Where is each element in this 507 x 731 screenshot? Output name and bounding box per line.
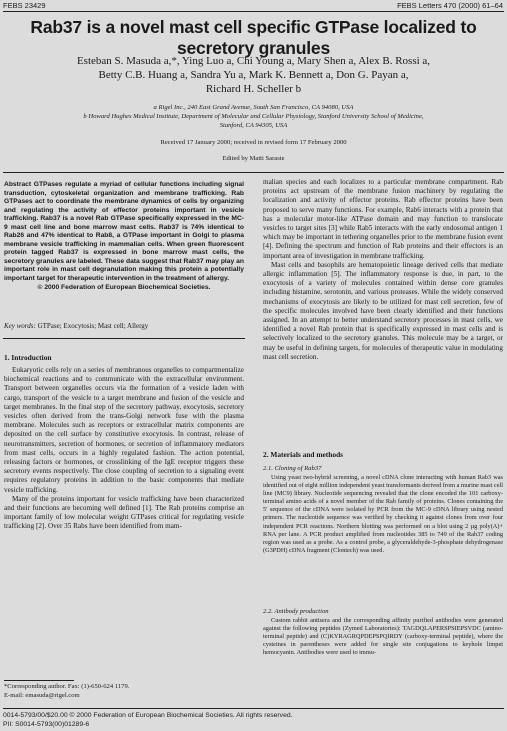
footnote-rule	[4, 680, 74, 681]
received-dates: Received 17 January 2000; received in revised form 17 February 2000	[160, 139, 347, 146]
section-introduction: 1. Introduction	[4, 353, 52, 362]
cloning-column	[263, 474, 503, 602]
copyright-issn: 0014-5793/00/$20.00 © 2000 Federation of European Biochemical Societies. All rights reserved.	[3, 712, 293, 719]
author-list	[30, 54, 477, 96]
right-paragraph-1: malian species and each localizes to a particular membrane compartment. Rab proteins act upstream of the membrane fusion machinery by regulating the localization and activity of effector proteins. Rab effector proteins have been proposed to serve many functions. For example, Rab6 interacts with a protein that has a molecular motor-like ATPase domain and may function to translocate vesicles to target sites [3] while Rab5 interacts with the early endosomal antigen 1 which may be important in tethering organelles prior to the membrane fusion event [4]. Defining the spectrum and function of Rab proteins and their effectors is an important area of investigation in membrane trafficking.	[263, 178, 503, 260]
journal-citation: FEBS Letters 470 (2000) 61–64	[397, 1, 503, 10]
right-paragraph-2: Mast cells and basophils are hematopoietic lineage derived cells that mediate allergic inflammation [5]. The inflammatory response is due, in part, to the exocytosis of a variety of molecules contained within dense core granules including histamine, serotonin, and various proteases. While the widely conserved mechanisms of exocytosis are likely to be utilized for mast cell secretion, few of the specific molecules involved have been clearly identified and their functions assigned. In an attempt to better understand secretory processes in mast cells, we identified a novel Rab protein that is specifically expressed in mast cells and is selectively localized to the secretory granules. This molecule may be a target, or may be useful in defining targets, for molecules of therapeutic value in modulating mast cell secretion.	[263, 260, 503, 361]
affiliation-b-2: Stanford, CA 94305, USA	[219, 122, 288, 129]
keywords-label: Key words:	[4, 322, 36, 330]
intro-paragraph-2: Many of the proteins important for vesicle trafficking have been characterized and their functions are becoming well defined [1]. The Rab proteins comprise an important family of low molecular weight GTPases critical for regulating vesicle trafficking [2]. Over 35 Rabs have been identified from mam-	[4, 494, 244, 531]
pii-code: PII: S0014-5793(00)01289-6	[3, 721, 90, 728]
publication-info	[3, 711, 293, 729]
bottom-rule	[3, 708, 504, 709]
article-title: Rab37 is a novel mast cell specific GTPase localized to secretory granules	[30, 17, 477, 58]
author-line-2: Betty C.B. Huang a, Sandra Yu a, Mark K. Bennett a, Don G. Payan a,	[98, 69, 409, 81]
abstract-text: Abstract GTPases regulate a myriad of cellular functions including signal transduction, cytoskeletal organization and membrane trafficking. Rab GTPases act to coordinate the membrane dynamics of cells by organizing and regulating the activity of effector proteins important in vesicle trafficking. Rab37 is a novel Rab GTPase specifically expressed in the MC-9 mast cell line and bone marrow mast cells. Rab37 is 74% identical to Rab26 and 47% identical to Rab8, a GTPase important in Golgi to plasma membrane vesicle trafficking in mammalian cells. When green fluorescent protein tagged Rab37 is expressed in bone marrow mast cells, the secretory granules are labeled. These data suggest that Rab37 may play an important role in mast cell degranulation making this protein a potentially important target for therapeutic intervention in the treatment of allergy.	[4, 181, 244, 282]
copyright-line: © 2000 Federation of European Biochemical Societies.	[37, 284, 211, 291]
affiliations	[30, 103, 477, 130]
header-rule	[3, 11, 504, 12]
edited-by: Edited by Matti Saraste	[222, 155, 285, 162]
abstract-top-rule	[3, 172, 504, 173]
affiliation-a: a Rigel Inc., 240 East Grand Avenue, South San Francisco, CA 94080, USA	[153, 104, 354, 111]
cloning-paragraph: Using yeast two-hybrid screening, a novel cDNA clone interacting with human Rab3 was identified out of eight million independent yeast transformants derived from a murine mast cell line (MC9) library. Nucleotide sequencing revealed that the clone encoded the 101 carboxy-terminal amino acids of a novel member of the Rab family of proteins. Clones containing the 5′ sequence of the cDNA were isolated by PCR from the MC-9 cDNA library using nested primers. The nucleotide sequence was verified by checking it against clones from over four independent PCR reactions. Northern blotting was performed on a blot using 2 µg poly(A)+ RNA per lane. A PCR product amplified from nucleotides 385 to 749 of the Rab37 coding region was used as a probe. As a control probe, a glyceraldehyde-3-phosphate dehydrogenase (G3PDH) cDNA fragment (Clontech) was used.	[263, 474, 503, 554]
keywords-rule	[3, 338, 245, 339]
keywords-text: GTPase; Exocytosis; Mast cell; Allergy	[37, 322, 149, 330]
footnote-email: E-mail: emasuda@rigel.com	[4, 691, 80, 699]
subsection-cloning: 2.1. Cloning of Rab37	[263, 465, 322, 472]
antibody-paragraph: Custom rabbit antisera and the corresponding affinity purified antibodies were generated against the following peptides (Zymed Laboratories): TAGDQLAPERSPSIEPSVDC (amino-terminal peptide) and (C)KYRAGRQPDEPSPQIRDY (carboxy-terminal peptide), where the cysteines in parentheses were added for single site conjugations to keyhole limpet hemocyanin. Antibodies were used to immu-	[263, 617, 503, 657]
antibody-column	[263, 617, 503, 707]
intro-column	[4, 366, 244, 676]
author-line-1: Esteban S. Masuda a,*, Ying Luo a, Chi Young a, Mary Shen a, Alex B. Rossi a,	[76, 55, 431, 67]
author-line-3: Richard H. Scheller b	[205, 83, 302, 95]
intro-paragraph-1: Eukaryotic cells rely on a series of membranous organelles to compartmentalize biochemical reactions and to communicate with the extracellular environment. Transport between organelles occurs via the formation of a vesicle laden with cargo, transport of the vesicle to a target membrane and fusion of the vesicle and target membranes. In the final step of the secretory pathway, exocytosis, secretory vesicles often derived from the trans-Golgi network fuse with the plasma membrane. Molecules such as receptors or extracellular matrix components are deposited on the cell surface by constitutive exocytosis. In contrast, release of neurotransmitters, secretion of hormones, or secretion of inflammatory mediators from mast cells, occurs in a highly regulated fashion. The action potential, releasing factors or hormones, or crosslinking of the IgE receptor triggers these secretory events respectively. The close coupling of secretion to a signaling event requires regulatory proteins in addition to the basic components that mediate vesicle trafficking.	[4, 366, 244, 494]
journal-id: FEBS 23429	[3, 1, 46, 10]
footnote-corresponding: *Corresponding author. Fax: (1)-650-624 1179.	[4, 683, 130, 690]
footnote	[4, 683, 244, 700]
section-materials-methods: 2. Materials and methods	[263, 450, 344, 459]
right-column-intro	[263, 178, 503, 440]
abstract-block	[4, 181, 244, 293]
affiliation-b-1: b Howard Hughes Medical Institute, Department of Molecular and Cellular Physiology, Stanford University School of Medicine,	[83, 113, 424, 120]
keywords	[4, 322, 244, 330]
subsection-antibody: 2.2. Antibody production	[263, 608, 329, 615]
